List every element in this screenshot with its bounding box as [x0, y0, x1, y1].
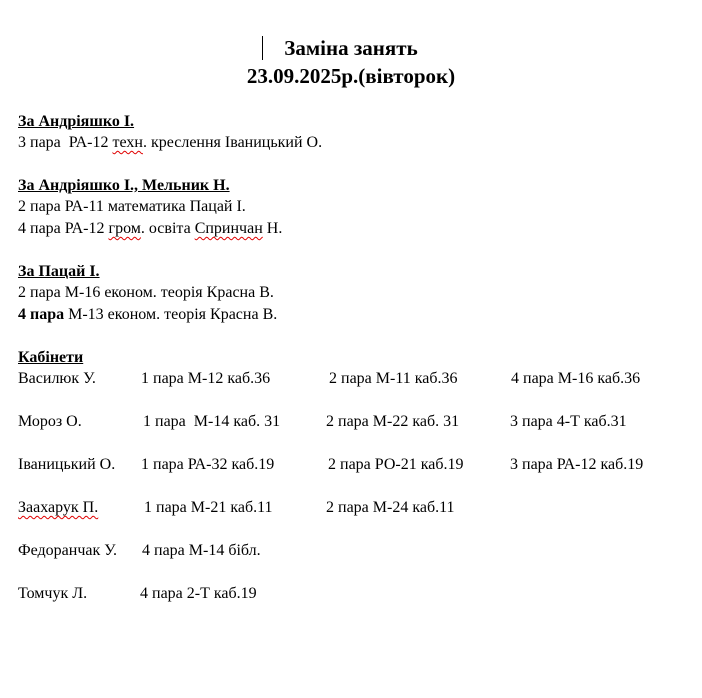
room-item: 1 пара РА-32 каб.19	[141, 456, 275, 473]
substitution-line	[18, 304, 277, 325]
substitution-line: 2 пара РА-11 математика Пацай І.	[18, 198, 246, 215]
room-teacher: Томчук Л.	[18, 585, 88, 602]
room-item: 4 пара М-14 бібл.	[142, 542, 261, 559]
misspelled-word: техн	[112, 134, 143, 151]
room-item: 4 пара М-16 каб.36	[511, 370, 641, 387]
room-item: 2 пара РО-21 каб.19	[328, 456, 464, 473]
text: М-13 економ. теорія Красна В.	[64, 306, 278, 323]
room-item: 3 пара 4-Т каб.31	[510, 413, 627, 430]
text: 4 пара РА-12	[18, 220, 109, 237]
text: 3 пара РА-12	[18, 134, 113, 151]
room-teacher: Федоранчак У.	[18, 542, 117, 559]
room-teacher: Іваницький О.	[18, 456, 116, 473]
room-item: 4 пара 2-Т каб.19	[140, 585, 257, 602]
text: Н.	[262, 220, 283, 237]
room-item: 2 пара М-24 каб.11	[326, 499, 455, 516]
section-heading: За Андріяшко І.	[18, 113, 135, 130]
text: . креслення Іваницький О.	[142, 134, 323, 151]
misspelled-word: гром	[108, 220, 141, 237]
room-teacher: Мороз О.	[18, 413, 82, 430]
substitution-line: 2 пара М-16 економ. теорія Красна В.	[18, 284, 274, 301]
room-item: 1 пара М-12 каб.36	[141, 370, 271, 387]
text: . освіта	[140, 220, 195, 237]
misspelled-word: Спринчан	[194, 220, 263, 237]
room-teacher: Василюк У.	[18, 370, 96, 387]
section-heading: За Пацай І.	[18, 263, 100, 280]
section-heading: За Андріяшко І., Мельник Н.	[18, 177, 230, 194]
room-item: 1 пара М-14 каб. 31	[143, 413, 281, 430]
room-item: 2 пара М-11 каб.36	[329, 370, 458, 387]
room-item: 2 пара М-22 каб. 31	[326, 413, 460, 430]
substitution-line	[18, 132, 322, 153]
substitution-line	[18, 218, 282, 239]
rooms-heading: Кабінети	[18, 349, 84, 366]
bold-text: 4 пара	[18, 306, 65, 323]
room-item: 3 пара РА-12 каб.19	[510, 456, 644, 473]
document-date: 23.09.2025р.(вівторок)	[246, 64, 456, 88]
room-teacher: Заахарук П.	[18, 499, 99, 516]
document-title: Заміна занять	[284, 36, 418, 60]
room-item: 1 пара М-21 каб.11	[144, 499, 273, 516]
